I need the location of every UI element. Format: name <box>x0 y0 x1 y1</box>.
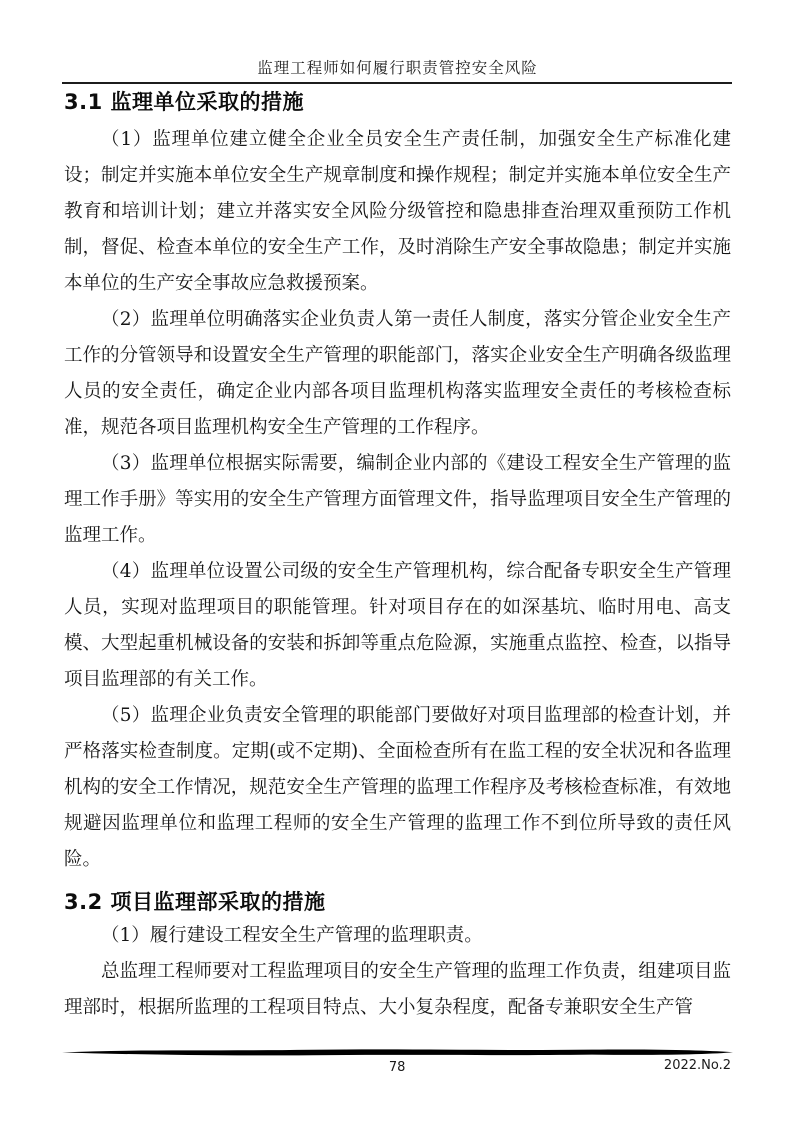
paragraph-3-1-4: （4）监理单位设置公司级的安全生产管理机构，综合配备专职安全生产管理人员，实现对监理项目的职能管理。针对项目存在的如深基坑、临时用电、高支模、大型起重机械设备的安装和拆卸等重点危险源，实施重点监控、检查，以指导项目监理部的有关工作。 <box>64 561 731 690</box>
footer-rule-bar <box>62 1047 733 1058</box>
section-heading-3-2: 3.2 项目监理部采取的措施 <box>64 890 326 914</box>
paragraph-3-1-5: （5）监理企业负责安全管理的职能部门要做好对项目监理部的检查计划，并严格落实检查制度。定期(或不定期)、全面检查所有在监工程的安全状况和各监理机构的安全工作情况，规范安全生产管理的监理工作程序及考核检查标准，有效地规避因监理单位和监理工程师的安全生产管理的监理工作不到位所导致的责任风险。 <box>64 705 731 870</box>
page-number: 78 <box>388 1060 406 1075</box>
paragraph-3-1-3: （3）监理单位根据实际需要，编制企业内部的《建设工程安全生产管理的监理工作手册》等实用的安全生产管理方面管理文件，指导监理项目安全生产管理的监理工作。 <box>64 453 731 546</box>
section-heading-3-1: 3.1 监理单位采取的措施 <box>64 90 305 114</box>
issue-number: 2022.No.2 <box>663 1058 731 1073</box>
header-rule <box>62 82 732 84</box>
running-title: 监理工程师如何履行职责管控安全风险 <box>257 59 538 77</box>
page-content <box>64 86 731 1026</box>
paragraph-3-1-2: （2）监理单位明确落实企业负责人第一责任人制度，落实分管企业安全生产工作的分管领导和设置安全生产管理的职能部门，落实企业安全生产明确各级监理人员的安全责任，确定企业内部各项目监理机构落实监理安全责任的考核检查标准，规范各项目监理机构安全生产管理的工作程序。 <box>64 309 731 438</box>
paragraph-3-2-2: 总监理工程师要对工程监理项目的安全生产管理的监理工作负责，组建项目监理部时，根据所监理的工程项目特点、大小复杂程度，配备专兼职安全生产管 <box>64 961 731 1018</box>
footer <box>64 1058 731 1078</box>
paragraph-3-2-1: （1）履行建设工程安全生产管理的监理职责。 <box>101 925 483 946</box>
paragraph-3-1-1: （1）监理单位建立健全企业全员安全生产责任制，加强安全生产标准化建设；制定并实施本单位安全生产规章制度和操作规程；制定并实施本单位安全生产教育和培训计划；建立并落实安全风险分级管控和隐患排查治理双重预防工作机制，督促、检查本单位的安全生产工作，及时消除生产安全事故隐患；制定并实施本单位的生产安全事故应急救援预案。 <box>64 129 731 294</box>
